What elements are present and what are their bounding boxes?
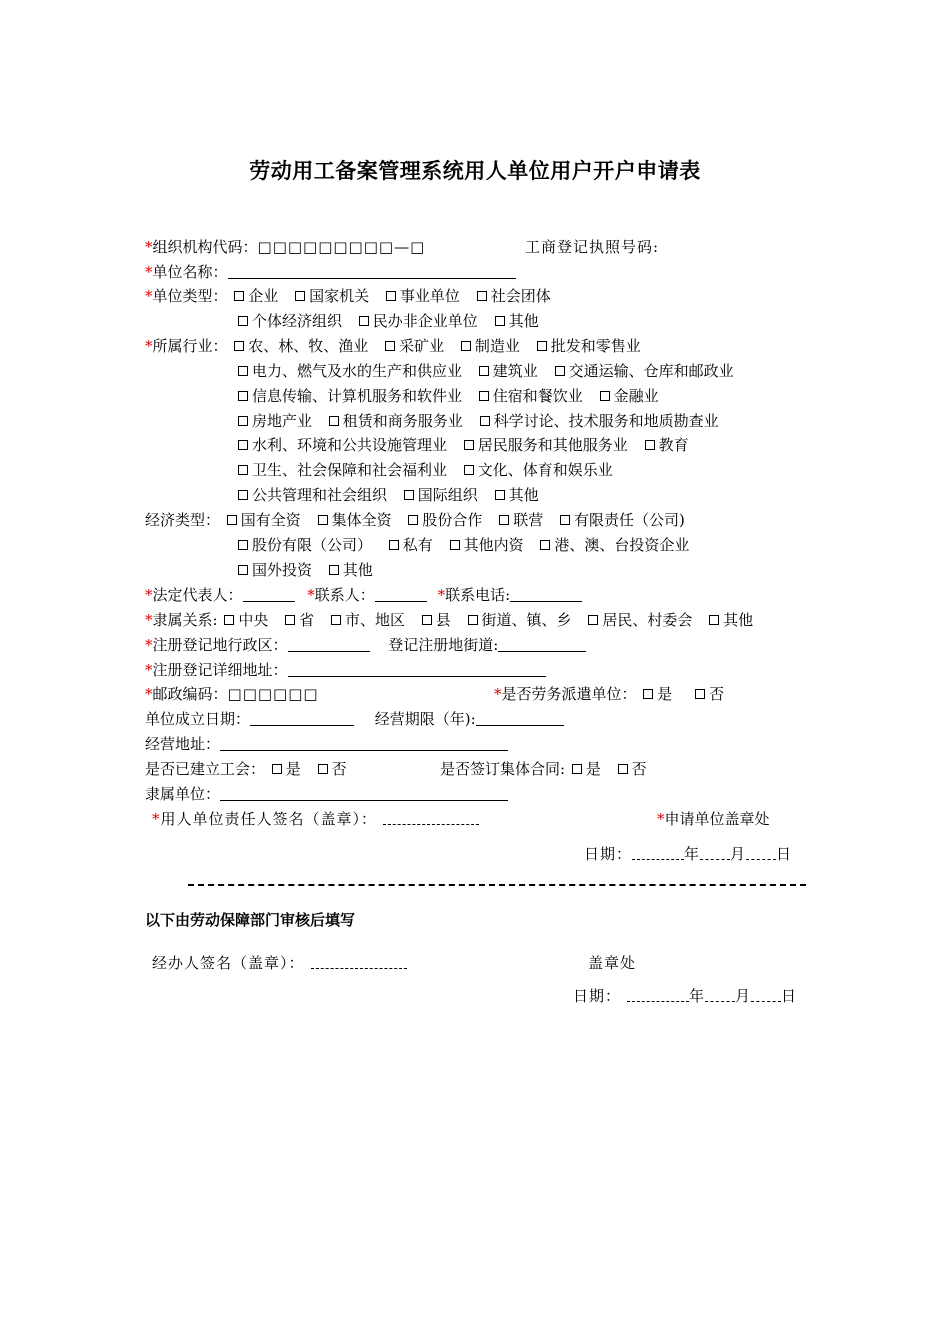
date-row-2 <box>573 985 797 1007</box>
postcode-row <box>145 683 319 705</box>
signer-field[interactable] <box>383 812 479 825</box>
checkbox[interactable] <box>588 615 598 625</box>
checkbox[interactable] <box>600 391 610 401</box>
required-mark: * <box>145 238 153 256</box>
option-label: 事业单位 <box>399 287 460 305</box>
option-label: 其他内资 <box>463 536 524 554</box>
reg-address-row <box>145 659 546 681</box>
industry-row-5 <box>236 434 699 456</box>
checkbox[interactable] <box>572 764 582 774</box>
option-label: 教育 <box>658 436 689 454</box>
day-field[interactable] <box>751 989 781 1002</box>
option-label: 股份有限（公司） <box>252 536 373 554</box>
checkbox[interactable] <box>422 615 432 625</box>
checkbox[interactable] <box>329 565 339 575</box>
biz-address-row <box>145 733 508 755</box>
option-label: 否 <box>631 760 647 778</box>
option-label: 是 <box>657 685 673 703</box>
checkbox[interactable] <box>618 764 628 774</box>
seal-label: 申请单位盖章处 <box>664 810 770 828</box>
reg-district-label: 注册登记地行政区： <box>152 636 288 654</box>
option-label: 国家机关 <box>309 287 370 305</box>
month-label: 月 <box>735 987 752 1005</box>
checkbox[interactable] <box>461 341 471 351</box>
option-label: 卫生、社会保障和社会福利业 <box>252 461 448 479</box>
parent-unit-label: 隶属单位： <box>145 785 221 803</box>
unit-type-row-1 <box>145 285 561 307</box>
option-label: 其他 <box>508 486 539 504</box>
industry-row-2 <box>236 360 744 382</box>
postcode-boxes[interactable]: □□□□□□ <box>227 685 319 703</box>
checkbox[interactable] <box>408 515 418 525</box>
checkbox[interactable] <box>238 316 248 326</box>
checkbox[interactable] <box>464 465 474 475</box>
industry-row-4 <box>236 410 729 432</box>
option-label: 联营 <box>513 511 544 529</box>
day-label: 日 <box>776 845 793 863</box>
handler-row <box>152 952 407 974</box>
checkbox[interactable] <box>385 341 395 351</box>
option-label: 国际组织 <box>417 486 478 504</box>
checkbox[interactable] <box>477 291 487 301</box>
checkbox[interactable] <box>404 490 414 500</box>
checkbox[interactable] <box>318 764 328 774</box>
org-code-row <box>145 236 425 258</box>
signer-row <box>152 808 479 830</box>
org-code-boxes[interactable]: □□□□□□□□□—□ <box>257 238 426 256</box>
option-label: 房地产业 <box>252 412 313 430</box>
reg-street-label: 登记注册地街道: <box>388 636 499 654</box>
option-label: 中央 <box>238 611 269 629</box>
economy-row-3 <box>236 559 383 581</box>
required-mark: * <box>145 287 153 305</box>
license-label: 工商登记执照号码: <box>525 238 660 256</box>
affiliation-row <box>145 609 763 631</box>
option-label: 建筑业 <box>492 362 538 380</box>
term-label: 经营期限（年): <box>374 710 476 728</box>
required-mark: * <box>494 685 502 703</box>
term-field[interactable] <box>476 710 564 726</box>
required-mark: * <box>145 611 153 629</box>
option-label: 县 <box>435 611 451 629</box>
required-mark: * <box>145 661 153 679</box>
option-label: 省 <box>299 611 315 629</box>
review-section-title: 以下由劳动保障部门审核后填写 <box>145 911 356 929</box>
seal-row <box>657 808 770 830</box>
option-label: 居民、村委会 <box>602 611 693 629</box>
option-label: 是 <box>285 760 301 778</box>
month-field[interactable] <box>705 989 735 1002</box>
required-mark: * <box>307 586 315 604</box>
option-label: 水利、环境和公共设施管理业 <box>252 436 448 454</box>
parent-unit-field[interactable] <box>220 785 508 801</box>
contract-label: 是否签订集体合同: <box>440 760 566 778</box>
reg-address-label: 注册登记详细地址： <box>152 661 288 679</box>
option-label: 租赁和商务服务业 <box>342 412 463 430</box>
unit-type-label: 单位类型： <box>152 287 228 305</box>
dispatch-row <box>494 683 734 705</box>
parent-unit-row <box>145 783 508 805</box>
option-label: 有限责任（公司) <box>573 511 685 529</box>
legal-rep-label: 法定代表人： <box>152 586 243 604</box>
checkbox[interactable] <box>238 391 248 401</box>
option-label: 国有全资 <box>240 511 301 529</box>
option-label: 是 <box>585 760 601 778</box>
checkbox[interactable] <box>238 366 248 376</box>
date-label: 日期： <box>584 845 633 863</box>
year-field[interactable] <box>632 847 684 860</box>
registration-row <box>145 634 586 656</box>
dispatch-label: 是否劳务派遣单位： <box>501 685 637 703</box>
option-label: 交通运输、仓库和邮政业 <box>568 362 734 380</box>
legal-rep-field[interactable] <box>243 586 295 602</box>
industry-row-3 <box>236 385 669 407</box>
date-row-1 <box>584 843 792 865</box>
biz-address-label: 经营地址： <box>145 735 221 753</box>
option-label: 集体全资 <box>331 511 392 529</box>
union-row <box>145 758 357 780</box>
founded-row <box>145 708 564 730</box>
signer-label: 用人单位责任人签名（盖章）： <box>160 810 378 828</box>
option-label: 社会团体 <box>490 287 551 305</box>
checkbox[interactable] <box>389 540 399 550</box>
checkbox[interactable] <box>238 540 248 550</box>
year-label: 年 <box>684 845 701 863</box>
option-label: 民办非企业单位 <box>372 312 478 330</box>
checkbox[interactable] <box>227 515 237 525</box>
option-label: 居民服务和其他服务业 <box>477 436 628 454</box>
checkbox[interactable] <box>238 565 248 575</box>
day-label: 日 <box>781 987 798 1005</box>
month-field[interactable] <box>700 847 730 860</box>
checkbox[interactable] <box>468 615 478 625</box>
option-label: 信息传输、计算机服务和软件业 <box>252 387 463 405</box>
contact-label: 联系人： <box>314 586 375 604</box>
checkbox[interactable] <box>224 615 234 625</box>
checkbox[interactable] <box>318 515 328 525</box>
economy-row-1 <box>145 509 695 531</box>
checkbox[interactable] <box>234 341 244 351</box>
phone-label: 联系电话: <box>445 586 511 604</box>
contract-row <box>440 758 657 780</box>
contact-field[interactable] <box>375 586 427 602</box>
union-label: 是否已建立工会： <box>145 760 266 778</box>
option-label: 其他 <box>508 312 539 330</box>
checkbox[interactable] <box>238 416 248 426</box>
checkbox[interactable] <box>295 291 305 301</box>
day-field[interactable] <box>746 847 776 860</box>
checkbox[interactable] <box>495 490 505 500</box>
required-mark: * <box>145 263 153 281</box>
page-title: 劳动用工备案管理系统用人单位用户开户申请表 <box>249 159 701 183</box>
required-mark: * <box>152 810 161 828</box>
checkbox[interactable] <box>540 540 550 550</box>
affiliation-label: 隶属关系: <box>152 611 218 629</box>
checkbox[interactable] <box>537 341 547 351</box>
option-label: 电力、燃气及水的生产和供应业 <box>252 362 463 380</box>
checkbox[interactable] <box>480 416 490 426</box>
reg-district-field[interactable] <box>288 636 370 652</box>
option-label: 制造业 <box>474 337 520 355</box>
checkbox[interactable] <box>479 391 489 401</box>
checkbox[interactable] <box>272 764 282 774</box>
postcode-label: 邮政编码： <box>152 685 228 703</box>
reg-address-field[interactable] <box>288 661 546 677</box>
option-label: 其他 <box>723 611 754 629</box>
handler-field[interactable] <box>311 956 407 969</box>
unit-name-label: 单位名称： <box>152 263 228 281</box>
checkbox[interactable] <box>331 615 341 625</box>
industry-row-6 <box>236 459 623 481</box>
option-label: 国外投资 <box>252 561 313 579</box>
year-field[interactable] <box>627 989 689 1002</box>
checkbox[interactable] <box>695 689 705 699</box>
option-label: 企业 <box>248 287 279 305</box>
industry-label: 所属行业： <box>152 337 228 355</box>
phone-field[interactable] <box>510 586 582 602</box>
checkbox[interactable] <box>464 440 474 450</box>
option-label: 其他 <box>342 561 373 579</box>
year-label: 年 <box>689 987 706 1005</box>
option-label: 街道、镇、乡 <box>481 611 572 629</box>
required-mark: * <box>657 810 665 828</box>
unit-type-row-2 <box>236 310 549 332</box>
option-label: 金融业 <box>613 387 659 405</box>
checkbox[interactable] <box>709 615 719 625</box>
option-label: 文化、体育和娱乐业 <box>477 461 613 479</box>
checkbox[interactable] <box>285 615 295 625</box>
checkbox[interactable] <box>450 540 460 550</box>
checkbox[interactable] <box>238 440 248 450</box>
reg-street-field[interactable] <box>498 636 586 652</box>
checkbox[interactable] <box>479 366 489 376</box>
checkbox[interactable] <box>643 689 653 699</box>
option-label: 科学讨论、技术服务和地质勘查业 <box>493 412 719 430</box>
checkbox[interactable] <box>238 465 248 475</box>
checkbox[interactable] <box>555 366 565 376</box>
option-label: 农、林、牧、渔业 <box>248 337 369 355</box>
checkbox[interactable] <box>495 316 505 326</box>
org-code-label: 组织机构代码： <box>152 238 258 256</box>
required-mark: * <box>145 586 153 604</box>
stamp-label: 盖章处 <box>588 954 637 972</box>
industry-row-1 <box>145 335 651 357</box>
checkbox[interactable] <box>238 490 248 500</box>
founded-field[interactable] <box>250 710 354 726</box>
unit-name-row <box>145 261 516 283</box>
unit-name-field[interactable] <box>228 263 516 279</box>
required-mark: * <box>145 636 153 654</box>
section-divider <box>188 884 806 886</box>
option-label: 股份合作 <box>422 511 483 529</box>
option-label: 住宿和餐饮业 <box>492 387 583 405</box>
month-label: 月 <box>730 845 747 863</box>
option-label: 否 <box>709 685 725 703</box>
required-mark: * <box>145 685 153 703</box>
founded-label: 单位成立日期： <box>145 710 251 728</box>
industry-row-7 <box>236 484 549 506</box>
option-label: 公共管理和社会组织 <box>252 486 388 504</box>
option-label: 采矿业 <box>399 337 445 355</box>
option-label: 港、澳、台投资企业 <box>554 536 690 554</box>
option-label: 个体经济组织 <box>252 312 343 330</box>
required-mark: * <box>145 337 153 355</box>
checkbox[interactable] <box>359 316 369 326</box>
date-label: 日期： <box>573 987 622 1005</box>
checkbox[interactable] <box>560 515 570 525</box>
economy-label: 经济类型： <box>145 511 221 529</box>
option-label: 市、地区 <box>344 611 405 629</box>
option-label: 私有 <box>402 536 433 554</box>
option-label: 批发和零售业 <box>550 337 641 355</box>
biz-address-field[interactable] <box>220 735 508 751</box>
checkbox[interactable] <box>329 416 339 426</box>
checkbox[interactable] <box>234 291 244 301</box>
economy-row-2 <box>236 534 699 556</box>
checkbox[interactable] <box>386 291 396 301</box>
checkbox[interactable] <box>645 440 655 450</box>
required-mark: * <box>437 586 446 604</box>
contact-row <box>145 584 582 606</box>
handler-label: 经办人签名（盖章）： <box>152 954 305 972</box>
checkbox[interactable] <box>499 515 509 525</box>
option-label: 否 <box>331 760 347 778</box>
